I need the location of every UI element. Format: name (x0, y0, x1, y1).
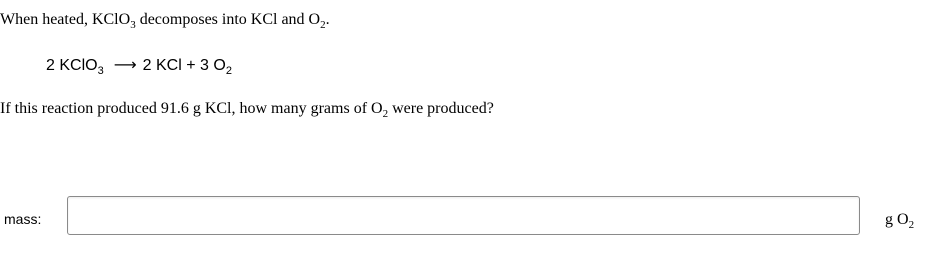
mass-input[interactable] (67, 196, 860, 235)
unit-label (885, 210, 914, 230)
intro-subscript-2: 2 (320, 19, 326, 31)
reaction-arrow-icon: ⟶ (113, 57, 137, 74)
intro-text-1: When heated, KClO (0, 11, 131, 28)
intro-text-3: . (325, 11, 330, 28)
products-subscript: 2 (225, 65, 232, 77)
reactant-formula: KClO (59, 57, 98, 74)
question-text-2: were produced? (388, 100, 494, 117)
intro-subscript-1: 3 (130, 19, 136, 31)
question-text-1: If this reaction produced 91.6 g KCl, how many grams of O (0, 100, 383, 117)
unit-subscript: 2 (908, 219, 915, 231)
reactant-coefficient: 2 (46, 57, 55, 74)
unit-text: g O (885, 211, 909, 228)
products-formula: 2 KCl + 3 O (142, 57, 226, 74)
mass-label: mass: (4, 211, 42, 227)
intro-text-2: decomposes into KCl and O (135, 11, 321, 28)
question-subscript: 2 (382, 108, 389, 120)
reactant-subscript: 3 (97, 65, 104, 77)
question-text (0, 99, 494, 119)
chemical-equation (46, 56, 232, 76)
problem-statement (0, 10, 330, 30)
